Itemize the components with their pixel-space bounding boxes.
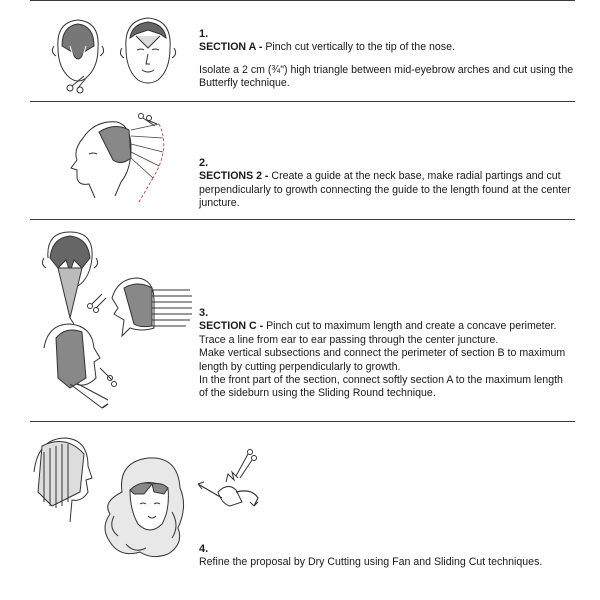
step-3-text (199, 307, 574, 401)
head-profile-icon (34, 438, 92, 522)
scissors-icon (67, 76, 86, 93)
step-1-text (199, 28, 574, 91)
step-number: 1. (199, 28, 209, 40)
step-line: Isolate a 2 cm (¾") high triangle between mid-eyebrow arches and cut using the Butterfly technique. (199, 63, 574, 90)
divider-1 (30, 101, 575, 102)
divider-top (30, 0, 575, 1)
head-back-icon (42, 232, 97, 324)
step-2-illustration (55, 108, 185, 208)
scissors-icon (88, 294, 117, 387)
head-back-icon (52, 20, 103, 81)
step-line: Create a guide at the neck base, make radial partings and cut perpendicularly to growth connecting the guide to the length found at the center juncture. (199, 170, 571, 210)
curly-hair-icon (105, 458, 184, 557)
step-4-text (199, 543, 574, 570)
step-line: Refine the proposal by Dry Cutting using Fan and Sliding Cut techniques. (199, 556, 543, 569)
step-title: SECTIONS 2 - (199, 170, 269, 183)
step-line: Pinch cut vertically to the tip of the nose. (265, 41, 455, 54)
step-title: SECTION A - (199, 41, 263, 54)
step-line: Pinch cut to maximum length and create a concave perimeter. (266, 320, 557, 333)
head-side-icon (44, 324, 108, 408)
step-line: In the front part of the section, connect softly section A to the maximum length of the sideburn using the Sliding Round technique. (199, 374, 563, 400)
scissors-icon (139, 114, 158, 127)
step-line: Trace a line from ear to ear passing through the center juncture. (199, 333, 499, 346)
radial-sections-icon (131, 124, 164, 202)
step-1-illustration (40, 8, 190, 98)
divider-3 (30, 421, 575, 422)
head-front-icon (120, 18, 175, 83)
step-title: SECTION C - (199, 320, 264, 333)
step-number: 4. (199, 543, 209, 555)
head-profile-icon (71, 122, 131, 198)
step-number: 2. (199, 157, 209, 169)
step-line: Make vertical subsections and connect the perimeter of section B to maximum length by cutting perpendicularly to growth. (199, 347, 566, 373)
head-profile-icon (112, 278, 192, 336)
divider-2 (30, 219, 575, 220)
step-number: 3. (199, 307, 209, 319)
step-2-text (199, 157, 574, 211)
hand-scissors-icon (198, 450, 258, 507)
step-3-illustration (30, 228, 200, 418)
